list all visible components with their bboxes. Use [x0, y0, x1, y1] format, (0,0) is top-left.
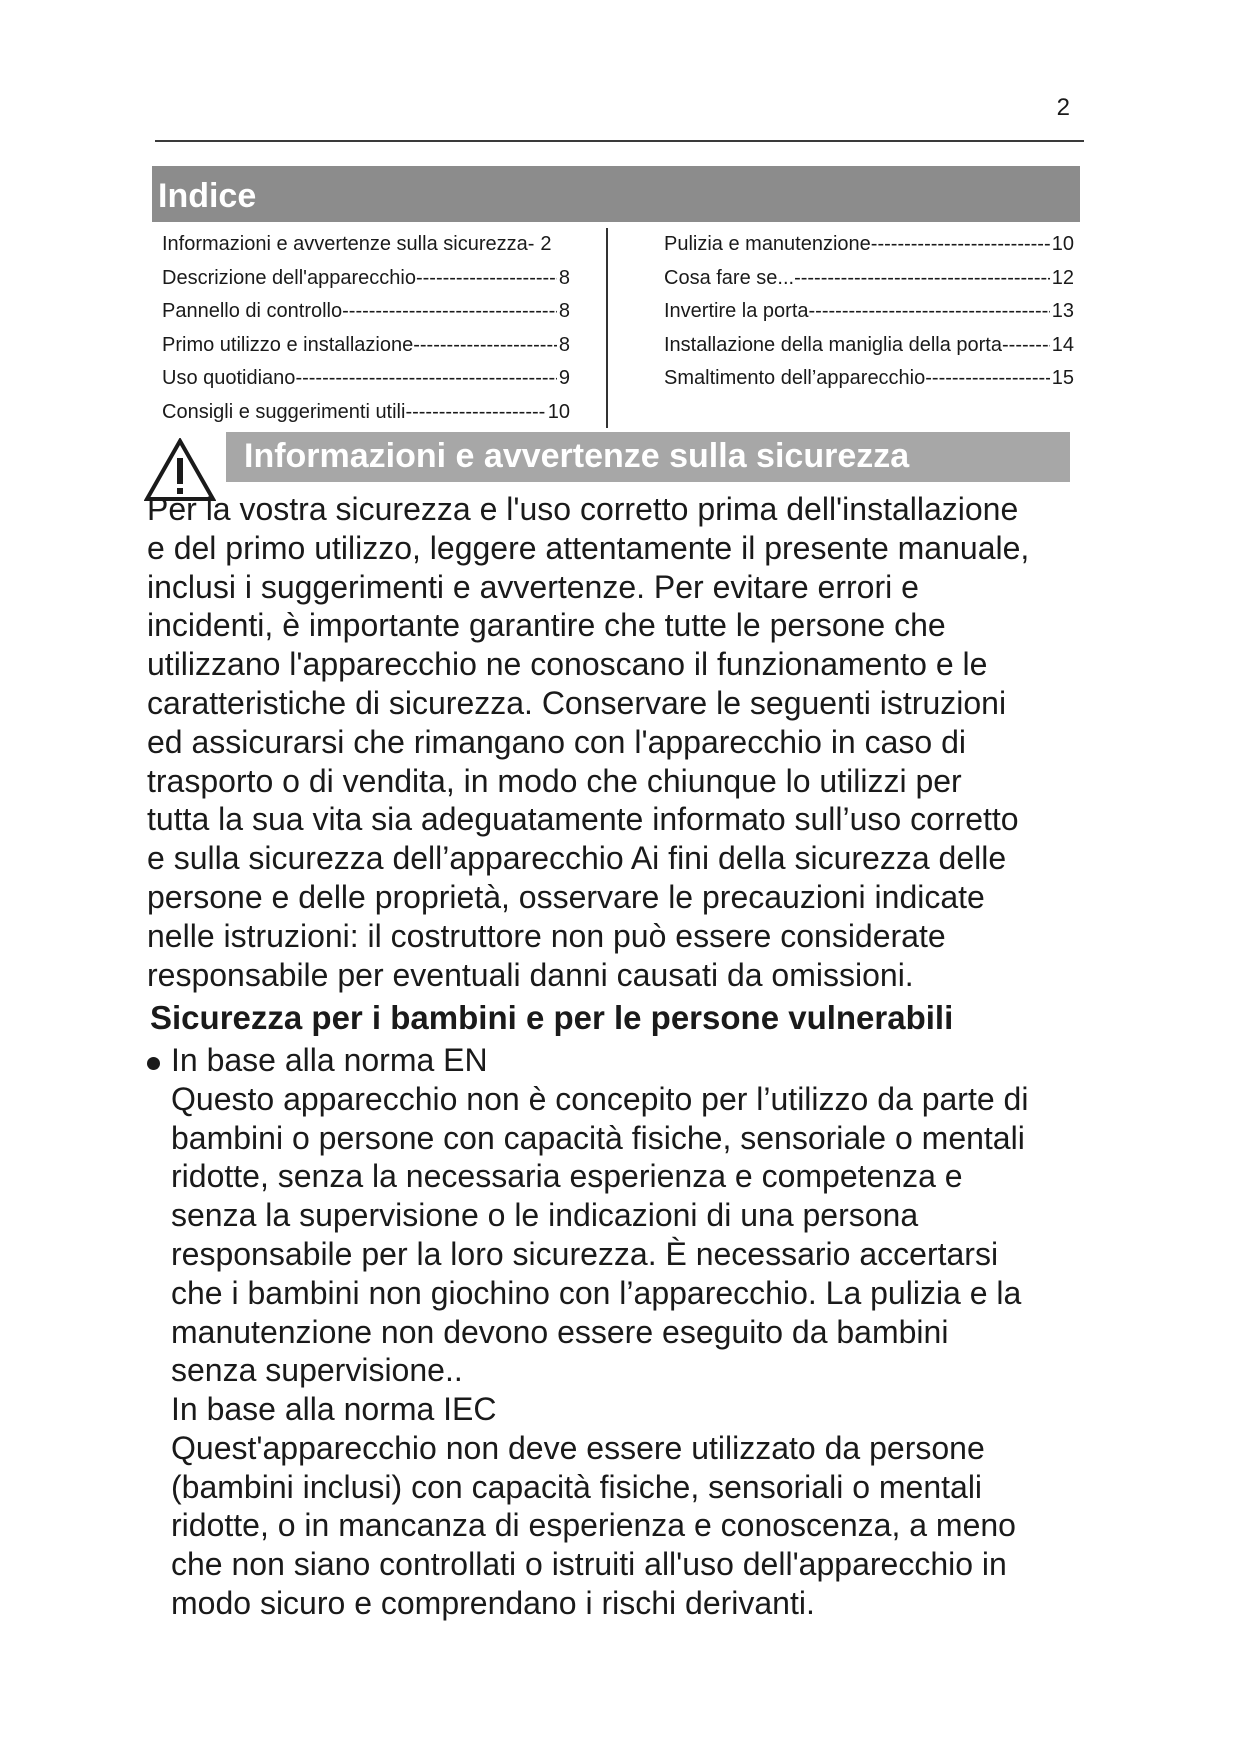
top-rule	[155, 140, 1084, 142]
toc-item-label: Uso quotidiano	[162, 367, 296, 389]
iec-line: (bambini inclusi) con capacità fisiche, sensoriali o mentali	[171, 1468, 983, 1505]
toc-item	[664, 262, 1074, 296]
toc-item	[664, 329, 1074, 363]
en-line: bambini o persone con capacità fisiche, sensoriale o mentali	[171, 1119, 1025, 1156]
intro-line: tutta la sua vita sia adeguatamente informato sull’uso corretto	[147, 801, 1019, 838]
toc-item-page: 15	[1051, 367, 1074, 389]
toc-item	[162, 262, 570, 296]
intro-line: e sulla sicurezza dell’apparecchio Ai fini della sicurezza delle	[147, 840, 1007, 877]
en-heading: In base alla norma EN	[171, 1042, 488, 1078]
toc-item	[162, 228, 570, 262]
toc-item-page: 10	[1051, 233, 1074, 255]
intro-line: e del primo utilizzo, leggere attentamente il presente manuale,	[147, 529, 1030, 566]
intro-line: persone e delle proprietà, osservare le precauzioni indicate	[147, 878, 985, 915]
page-number: 2	[1056, 94, 1070, 121]
intro-line: caratteristiche di sicurezza. Conservare le seguenti istruzioni	[147, 684, 1007, 721]
toc-right-column	[664, 228, 1074, 396]
toc-item-label: Informazioni e avvertenze sulla sicurezza-	[162, 233, 535, 255]
intro-line: responsabile per eventuali danni causati da omissioni.	[147, 956, 914, 993]
toc-leader-dots	[413, 329, 557, 363]
toc-item-label: Invertire la porta	[664, 300, 809, 322]
toc-item-label: Pulizia e manutenzione	[664, 233, 871, 255]
intro-line: utilizzano l'apparecchio ne conoscano il funzionamento e le	[147, 646, 988, 683]
toc-item-label: Smaltimento dell’apparecchio	[664, 367, 926, 389]
toc-item-page: 14	[1051, 333, 1074, 356]
toc-item-page: 10	[547, 400, 570, 423]
iec-line: ridotte, o in mancanza di esperienza e conoscenza, a meno	[171, 1507, 1016, 1544]
iec-line: Quest'apparecchio non deve essere utilizzato da persone	[171, 1429, 985, 1466]
index-title: Indice	[158, 177, 257, 215]
toc-leader-dots	[295, 362, 556, 396]
safety-title: Informazioni e avvertenze sulla sicurezza	[244, 437, 910, 475]
iec-line: che non siano controllati o istruiti all'uso dell'apparecchio in	[171, 1546, 1007, 1583]
toc-item-page: 8	[558, 266, 570, 289]
en-block	[171, 1041, 1091, 1390]
toc-divider	[606, 228, 608, 428]
toc-leader-dots	[809, 295, 1050, 329]
intro-line: inclusi i suggerimenti e avvertenze. Per evitare errori e	[147, 568, 919, 605]
toc-item-page: 8	[558, 300, 570, 322]
toc-item	[162, 329, 570, 363]
intro-line: ed assicurarsi che rimangano con l'apparecchio in caso di	[147, 723, 966, 760]
iec-block	[171, 1390, 1091, 1623]
en-line: ridotte, senza la necessaria esperienza e competenza e	[171, 1158, 963, 1195]
toc-item-label: Installazione della maniglia della porta	[664, 333, 1002, 356]
toc-item-page: 13	[1051, 300, 1074, 322]
toc-item-label: Consigli e suggerimenti utili	[162, 400, 406, 423]
intro-line: nelle istruzioni: il costruttore non può essere considerate	[147, 917, 946, 954]
toc-leader-dots	[405, 396, 545, 430]
toc-leader-dots	[416, 262, 557, 296]
bullet-icon	[147, 1057, 160, 1070]
toc-item-label: Descrizione dell'apparecchio	[162, 266, 416, 289]
en-line: senza la supervisione o le indicazioni di una persona	[171, 1197, 919, 1234]
toc-item	[664, 362, 1074, 396]
toc-item-label: Primo utilizzo e installazione	[162, 333, 414, 356]
safety-intro	[147, 490, 1087, 994]
toc-item	[162, 362, 570, 396]
iec-line: modo sicuro e comprendano i rischi derivanti.	[171, 1584, 815, 1621]
index-header	[152, 166, 1080, 222]
children-safety-heading: Sicurezza per i bambini e per le persone vulnerabili	[150, 999, 954, 1036]
toc-item-page: 2	[540, 233, 552, 255]
en-line: senza supervisione..	[171, 1352, 463, 1389]
toc-item	[664, 295, 1074, 329]
toc-item-label: Pannello di controllo	[162, 300, 343, 322]
toc-leader-dots	[342, 295, 557, 329]
toc-item	[162, 295, 570, 329]
toc-item	[162, 396, 570, 430]
toc-item	[664, 228, 1074, 262]
iec-heading: In base alla norma IEC	[171, 1391, 497, 1427]
en-line: responsabile per la loro sicurezza. È necessario accertarsi	[171, 1235, 999, 1272]
intro-line: Per la vostra sicurezza e l'uso corretto prima dell'installazione	[147, 491, 1019, 527]
intro-line: trasporto o di vendita, in modo che chiunque lo utilizzi per	[147, 762, 962, 799]
toc-left-column	[162, 228, 570, 429]
en-line: manutenzione non devono essere eseguito da bambini	[171, 1313, 949, 1350]
toc-leader-dots	[1002, 329, 1050, 363]
toc-item-page: 9	[558, 367, 570, 389]
toc-item-label: Cosa fare se...	[664, 266, 795, 289]
toc-item-page: 8	[558, 333, 570, 356]
toc-leader-dots	[925, 362, 1050, 396]
toc-leader-dots	[794, 262, 1050, 296]
en-line: Questo apparecchio non è concepito per l’utilizzo da parte di	[171, 1080, 1029, 1117]
en-line: che i bambini non giochino con l’apparecchio. La pulizia e la	[171, 1274, 1022, 1311]
toc-item-page: 12	[1051, 266, 1074, 289]
intro-line: incidenti, è importante garantire che tutte le persone che	[147, 607, 946, 644]
toc-leader-dots	[871, 228, 1050, 262]
safety-header	[226, 432, 1070, 482]
